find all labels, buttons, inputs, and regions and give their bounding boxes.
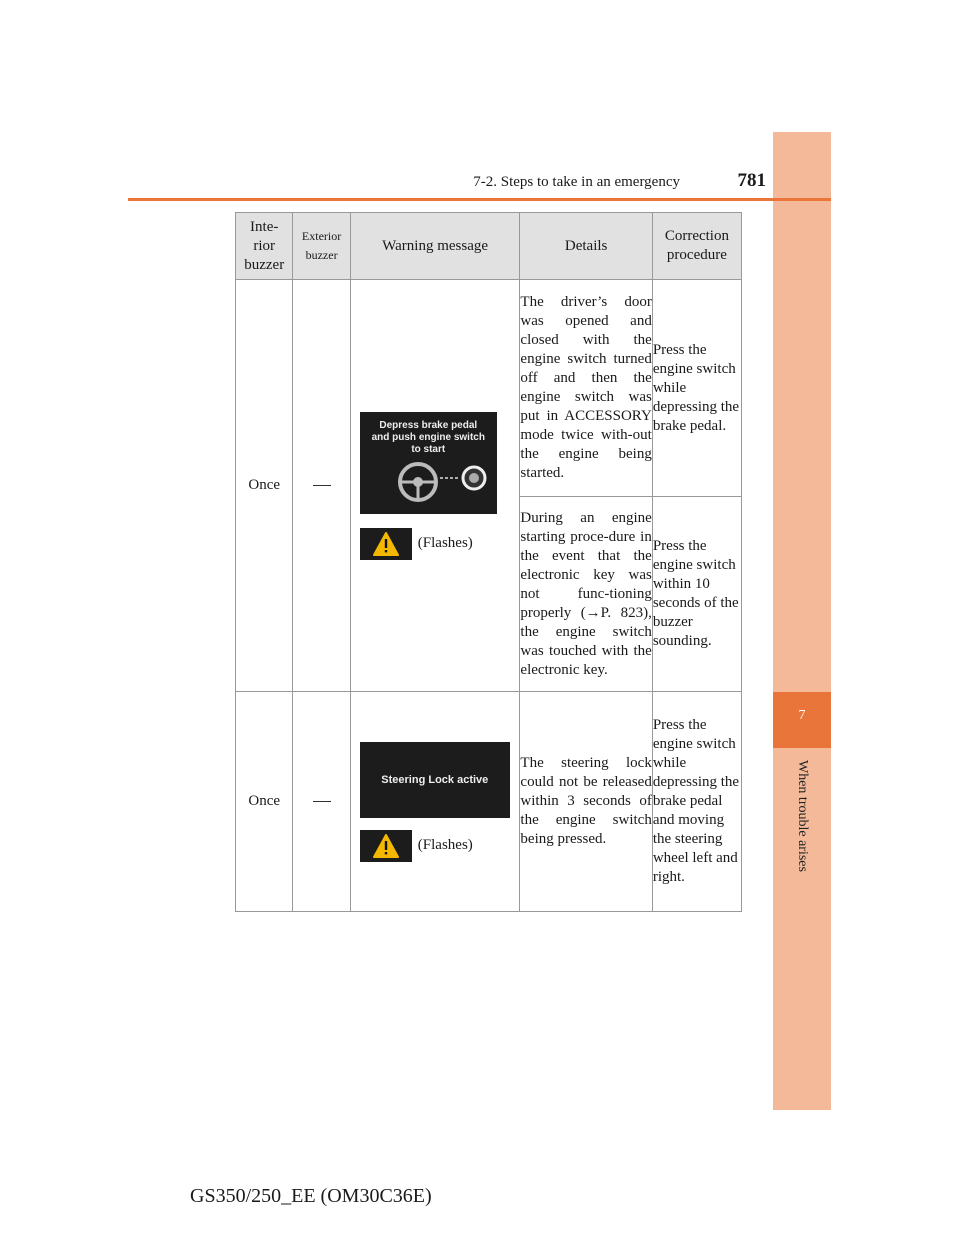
col-exterior-buzzer-label: Exterior buzzer: [301, 229, 342, 262]
table-header-row: [236, 213, 742, 280]
screen-text: Depress brake pedal and push engine switch to start: [371, 419, 485, 455]
col-exterior-buzzer: [293, 213, 350, 280]
flash-label: (Flashes): [417, 535, 473, 551]
warning-table: [235, 212, 742, 912]
display-screen: [360, 412, 497, 514]
steering-wheel-icon: [360, 412, 497, 514]
warning-triangle-icon: [360, 528, 412, 560]
warning-triangle-icon: [360, 830, 412, 862]
dash: [313, 485, 331, 486]
exterior-buzzer-cell: [293, 280, 350, 692]
dash: [313, 801, 331, 802]
details-cell: The driver’s door was opened and closed with the engine switch turned off and then the engine switch was put in ACCESSORY mode twice with-out the engine being started.: [520, 280, 652, 497]
flash-label: (Flashes): [417, 837, 473, 853]
col-warning-message: Warning message: [350, 213, 520, 280]
table-row: [236, 692, 742, 912]
details-cell: During an engine starting proce-dure in the event that the electronic key was not func-tioning properly (→P. 823), the engine switch was touched with the electronic key.: [520, 497, 652, 692]
display-screen: [360, 742, 510, 818]
correction-cell: Press the engine switch while depressing the brake pedal and moving the steering wheel left and right.: [652, 692, 741, 912]
chapter-number: 7: [798, 708, 806, 723]
section-title: 7-2. Steps to take in an emergency: [473, 174, 680, 190]
col-correction: Correction procedure: [652, 213, 741, 280]
details-cell: The steering lock could not be released within 3 seconds of the engine switch being pressed.: [520, 692, 652, 912]
side-tab: [773, 132, 831, 1110]
interior-buzzer-cell: Once: [236, 692, 293, 912]
col-details: Details: [520, 213, 652, 280]
page-number: 781: [737, 170, 766, 191]
footer-model: GS350/250_EE (OM30C36E): [190, 1185, 432, 1207]
warning-message-cell: [350, 280, 520, 692]
screen-text: Steering Lock active: [381, 773, 489, 786]
correction-cell: Press the engine switch while depressing the brake pedal.: [652, 280, 741, 497]
flash-indicator: [360, 830, 520, 862]
exterior-buzzer-cell: [293, 692, 350, 912]
col-interior-buzzer: [236, 213, 293, 280]
interior-buzzer-cell: Once: [236, 280, 293, 692]
table-row: [236, 280, 742, 497]
flash-indicator: [360, 528, 520, 560]
warning-message-cell: [350, 692, 520, 912]
correction-cell: Press the engine switch within 10 seconds of the buzzer sounding.: [652, 497, 741, 692]
col-interior-buzzer-label: Inte- rior buzzer: [244, 218, 285, 273]
header-rule: [128, 198, 831, 201]
chapter-label: When trouble arises: [795, 760, 810, 872]
